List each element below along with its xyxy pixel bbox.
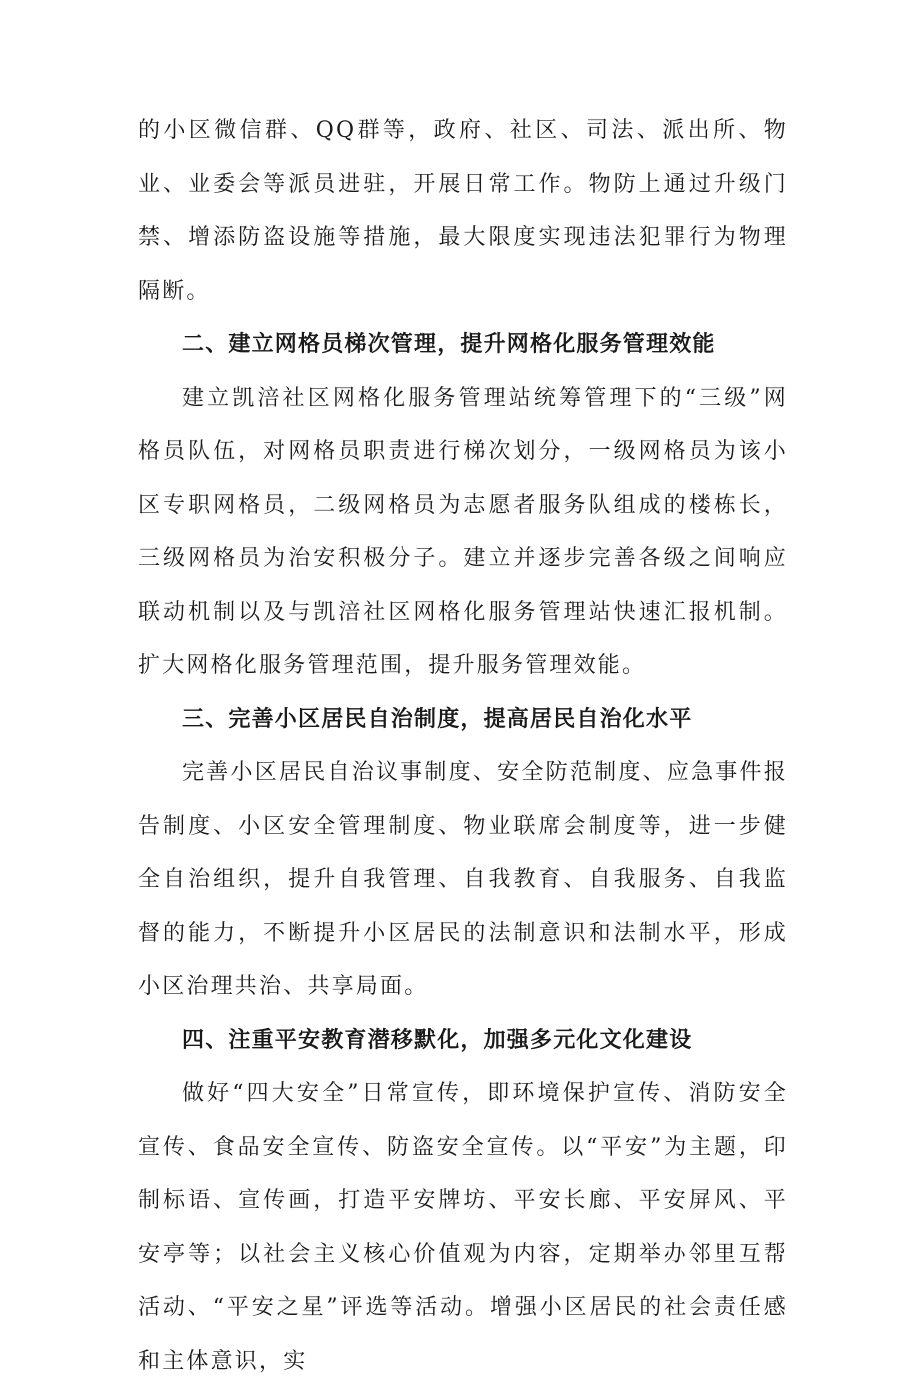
section-body-4: 做好“四大安全”日常宣传，即环境保护宣传、消防安全宣传、食品安全宣传、防盗安全宣传。以“平安”为主题，印制标语、宣传画，打造平安牌坊、平安长廊、平安屏风、平安亭等；以社会主义核心价值观为内容，定期举办邻里互帮活动、“平安之星”评选等活动。增强小区居民的社会责任感和主体意识，实	[138, 1081, 788, 1374]
document-body	[138, 104, 788, 1388]
section-heading-4: 四、注重平安教育潜移默化，加强多元化文化建设	[182, 1027, 693, 1053]
section-body-2: 建立凯涪社区网格化服务管理站统筹管理下的“三级”网格员队伍，对网格员职责进行梯次划分，一级网格员为该小区专职网格员，二级网格员为志愿者服务队组成的楼栋长，三级网格员为治安积极分子。建立并逐步完善各级之间响应联动机制以及与凯涪社区网格化服务管理站快速汇报机制。扩大网格化服务管理范围，提升服务管理效能。	[138, 385, 788, 678]
intro-paragraph: 的小区微信群、QQ群等，政府、社区、司法、派出所、物业、业委会等派员进驻，开展日常工作。物防上通过升级门禁、增添防盗设施等措施，最大限度实现违法犯罪行为物理隔断。	[138, 118, 788, 304]
section-heading-2: 二、建立网格员梯次管理，提升网格化服务管理效能	[182, 332, 716, 357]
section-body-3: 完善小区居民自治议事制度、安全防范制度、应急事件报告制度、小区安全管理制度、物业联席会制度等，进一步健全自治组织，提升自我管理、自我教育、自我服务、自我监督的能力，不断提升小区居民的法制意识和法制水平，形成小区治理共治、共享局面。	[138, 760, 788, 999]
section-heading-3: 三、完善小区居民自治制度，提高居民自治化水平	[182, 706, 693, 732]
